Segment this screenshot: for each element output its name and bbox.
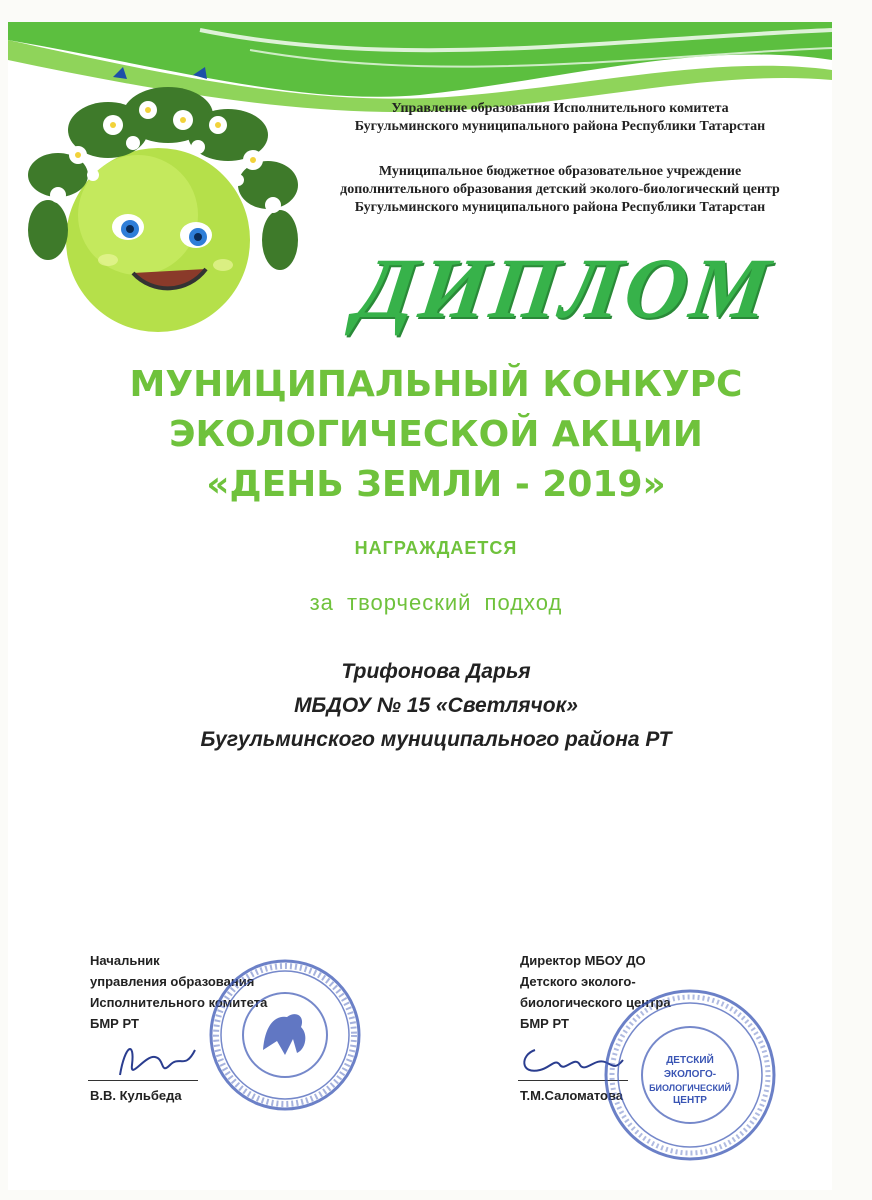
- org-line-1: Управление образования Исполнительного комитета: [391, 101, 729, 116]
- org-line-2: Бугульминского муниципального района Республики Татарстан: [354, 119, 766, 134]
- contest-line-2: ЭКОЛОГИЧЕСКОЙ АКЦИИ: [169, 414, 703, 455]
- recipient-institution: МБДОУ № 15 «Светлячок»: [294, 694, 578, 717]
- contest-line-1: МУНИЦИПАЛЬНЫЙ КОНКУРС: [129, 364, 743, 405]
- award-reason: за творческий подход: [309, 590, 563, 615]
- svg-text:ДЕТСКИЙ: ДЕТСКИЙ: [666, 1055, 714, 1066]
- awarded-label: НАГРАЖДАЕТСЯ: [354, 538, 518, 558]
- contest-title: [100, 360, 772, 510]
- institution-header: [290, 163, 830, 217]
- recipient-district: Бугульминского муниципального района РТ: [200, 728, 672, 751]
- left-signature-line: [88, 1080, 198, 1081]
- organization-header: [300, 100, 820, 136]
- left-signatory-line-4: БМР РТ: [90, 1016, 139, 1031]
- right-signatory-line-3: биологического центра: [520, 995, 671, 1010]
- left-signatory-line-1: Начальник: [90, 953, 160, 968]
- contest-line-3: «ДЕНЬ ЗЕМЛИ - 2019»: [206, 464, 666, 505]
- institution-line-3: Бугульминского муниципального района Республики Татарстан: [354, 200, 766, 215]
- left-signatory-line-2: управления образования: [90, 974, 255, 989]
- right-signatory-line-4: БМР РТ: [520, 1016, 569, 1031]
- left-signatory-line-3: Исполнительного комитета: [90, 995, 268, 1010]
- recipient-name: Трифонова Дарья: [341, 660, 531, 683]
- institution-line-1: Муниципальное бюджетное образовательное учреждение: [378, 164, 742, 179]
- left-official-stamp: [205, 955, 365, 1115]
- right-signatory-name: Т.М.Саломатова: [520, 1088, 624, 1103]
- left-signatory-name: В.В. Кульбеда: [90, 1088, 182, 1103]
- diploma-title: ДИПЛОМ: [351, 240, 779, 336]
- svg-text:ЦЕНТР: ЦЕНТР: [673, 1095, 707, 1106]
- left-signature-scribble: [110, 1035, 200, 1085]
- institution-line-2: дополнительного образования детский эколого-биологический центр: [340, 182, 780, 197]
- smiling-face-wreath-icon: [18, 55, 308, 335]
- right-official-stamp: [600, 985, 780, 1165]
- right-signatory-line-2: Детского эколого-: [520, 974, 636, 989]
- svg-text:БИОЛОГИЧЕСКИЙ: БИОЛОГИЧЕСКИЙ: [649, 1083, 731, 1093]
- svg-text:ЭКОЛОГО-: ЭКОЛОГО-: [663, 1069, 717, 1080]
- recipient-block: [100, 655, 772, 757]
- right-signatory-line-1: Директор МБОУ ДО: [520, 953, 646, 968]
